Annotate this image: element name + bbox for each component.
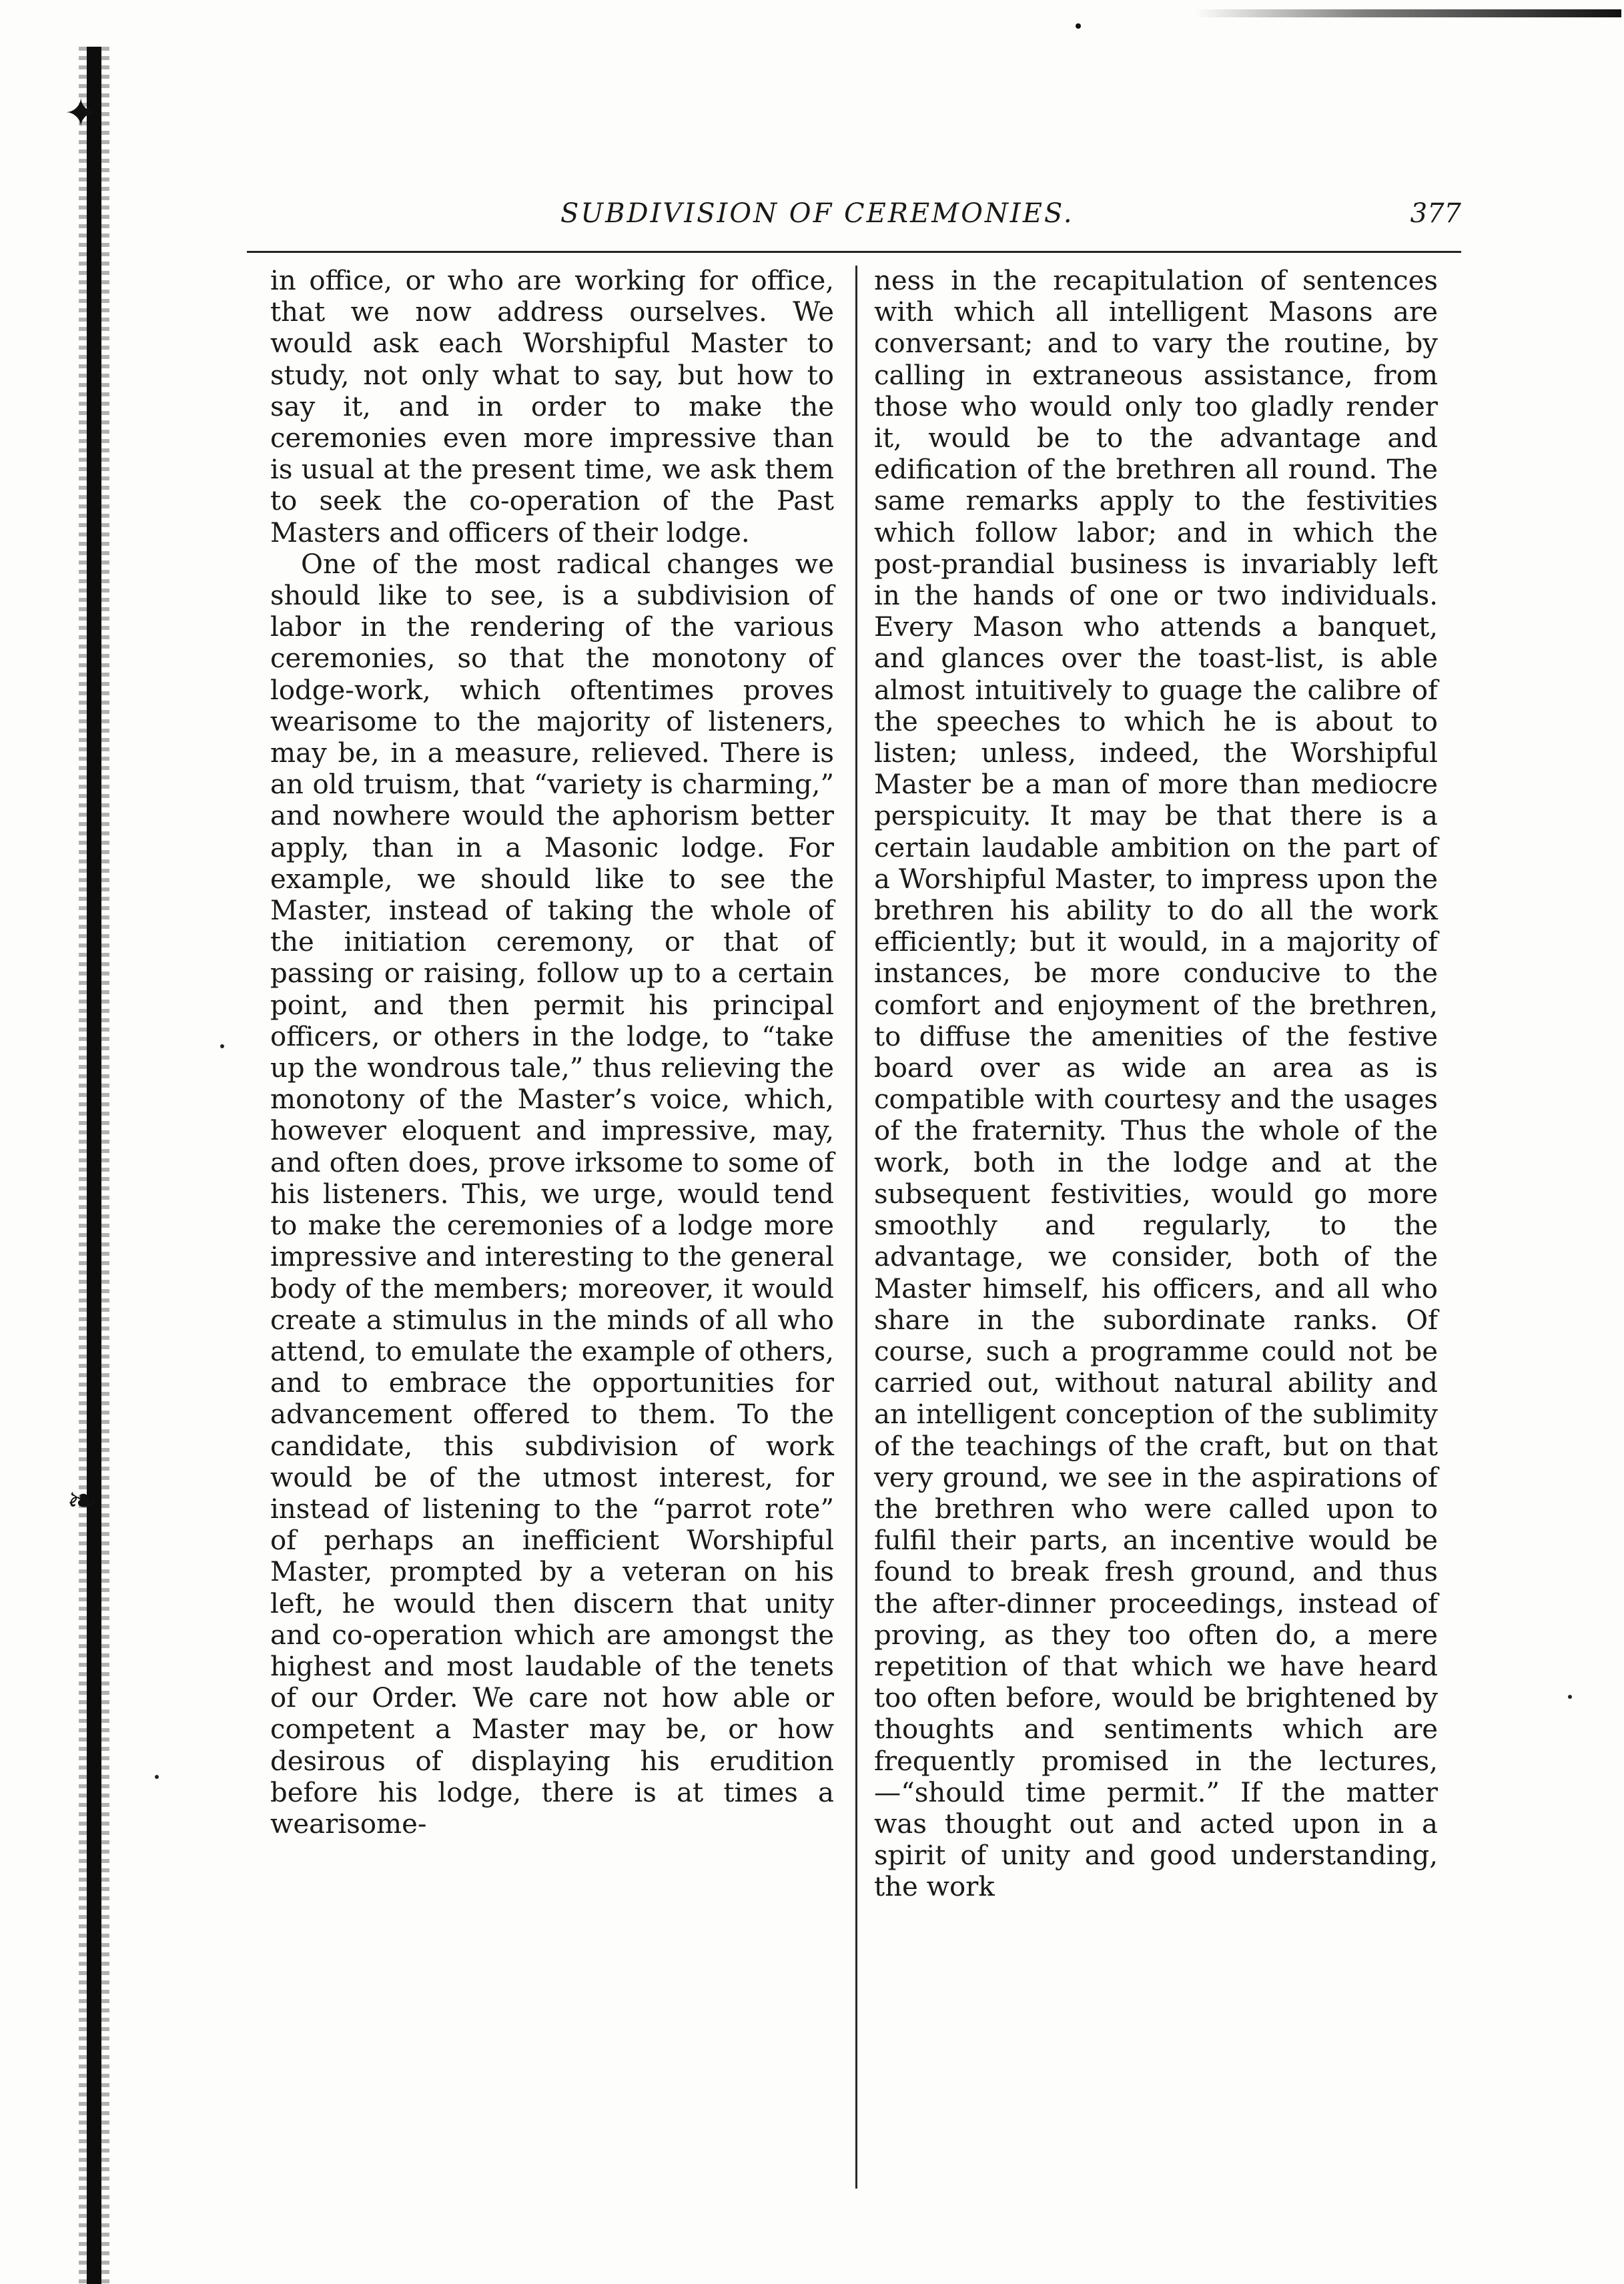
page-number: 377 [1410, 198, 1461, 229]
stray-mark [155, 1775, 159, 1779]
stray-mark [220, 1044, 224, 1048]
running-header [247, 194, 1461, 234]
stray-mark [1568, 1695, 1572, 1699]
paragraph: in office, or who are working for office, that we now address ourselves. We would ask each Worshipful Master to study, not only what to say, but how to say it, and in order to make the ceremonies even more impressive than is usual at the present time, we ask them to seek the co-operation of the Past Masters and officers of their lodge. [270, 266, 834, 548]
left-column [270, 266, 834, 1840]
binding-mark-bottom: ❧ [67, 1479, 98, 1523]
binding-edge [87, 47, 101, 2284]
right-column [874, 266, 1438, 1904]
header-rule [247, 251, 1461, 253]
paragraph: One of the most radical changes we should like to see, is a subdivision of labor in the rendering of the various ceremonies, so that the monotony of lodge-work, which oftentimes proves wearisome to the majority of listeners, may be, in a measure, relieved. There is an old truism, that “variety is charming,” and nowhere would the aphorism better apply, than in a Masonic lodge. For example, we should like to see the Master, instead of taking the whole of the initiation ceremony, or that of passing or raising, follow up to a certain point, and then permit his principal officers, or others in the lodge, to “take up the wondrous tale,” thus relieving the monotony of the Master’s voice, which, however eloquent and impressive, may, and often does, prove irksome to some of his listeners. This, we urge, would tend to make the ceremonies of a lodge more impressive and interesting to the general body of the members; moreover, it would create a stimulus in the minds of all who attend, to emulate the example of others, and to embrace the opportunities for advancement offered to them. To the candidate, this subdivision of work would be of the utmost interest, for instead of listening to the “parrot rote” of perhaps an inefficient Worshipful Master, prompted by a veteran on his left, he would then discern that unity and co-operation which are amongst the highest and most laudable of the tenets of our Order. We care not how able or competent a Master may be, or how desirous of displaying his erudition before his lodge, there is at times a wearisome- [270, 548, 834, 1840]
column-divider [855, 266, 857, 2189]
paragraph: ness in the recapitulation of sentences with which all intelligent Masons are conversant; and to vary the routine, by calling in extraneous assistance, from those who would only too gladly render it, would be to the advantage and edification of the brethren all round. The same remarks apply to the festivities which follow labor; and in which the post-prandial business is invariably left in the hands of one or two individuals. Every Mason who attends a banquet, and glances over the toast-list, is able almost intuitively to guage the calibre of the speeches to which he is about to listen; unless, indeed, the Worshipful Master be a man of more than mediocre perspicuity. It may be that there is a certain laudable ambition on the part of a Worshipful Master, to impress upon the brethren his ability to do all the work efficiently; but it would, in a majority of instances, be more conducive to the comfort and enjoyment of the brethren, to diffuse the amenities of the festive board over as wide an area as is compatible with courtesy and the usages of the fraternity. Thus the whole of the work, both in the lodge and at the subsequent festivities, would go more smoothly and regularly, to the advantage, we consider, both of the Master himself, his officers, and all who share in the subordinate ranks. Of course, such a programme could not be carried out, without natural ability and an intelligent conception of the sublimity of the teachings of the craft, but on that very ground, we see in the aspirations of the brethren who were called upon to fulfil their parts, an incentive would be found to break fresh ground, and thus the after-dinner proceedings, instead of proving, as they too often do, a mere repetition of that which we have heard too often before, would be brightened by thoughts and sentiments which are frequently promised in the lectures,—“should time permit.” If the matter was thought out and acted upon in a spirit of unity and good understanding, the work [874, 266, 1438, 1903]
scan-artifact-top-right [1194, 9, 1621, 17]
running-title: SUBDIVISION OF CEREMONIES. [560, 198, 1074, 229]
scan-dot [1076, 23, 1081, 29]
binding-mark-top: ✦ [64, 90, 98, 137]
